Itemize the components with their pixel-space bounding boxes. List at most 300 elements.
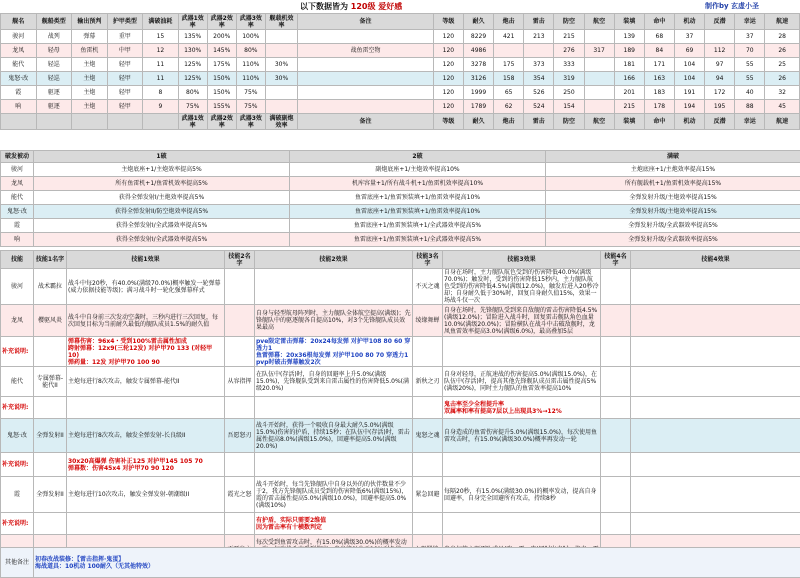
note-line: pve限定雷击弹幕：20x24每发弹 对护甲108 80 60 穿透力1 [256,337,411,352]
note-cell [443,453,601,477]
skill-4-name [601,419,631,453]
stats-cell: 主炮 [72,86,108,100]
skill-1-name: 全弹发射II [34,419,67,453]
stats-cell: 201 [614,86,644,100]
breakthrough-row [1,219,800,233]
stats-header-cell [107,114,143,130]
stats-header-cell [143,114,179,130]
stats-row [1,58,800,72]
breakthrough-cell: 全弹发射升级/主炮效率提高15% [546,191,800,205]
stats-header-cell: 炮击 [494,114,524,130]
breakthrough-row [1,205,800,219]
stats-cell [705,30,735,44]
skills-note-row [1,513,800,535]
stats-cell: 524 [524,100,554,114]
stats-cell: 110% [236,72,265,86]
note-row-label: 补充说明: [1,513,34,535]
skill-4-name [601,305,631,337]
stats-cell: 373 [524,58,554,72]
stats-header-cell: 炮击 [494,14,524,30]
skill-2-effect: 每次受到鱼雷攻击时，有15.0%(满级30.0%)的概率发动 [255,535,413,571]
skill-3-effect: 自身对轻母，正航速战的伤害提高5.0%(满级15.0%)，在队伍中(存活)时，提高其他先锋舰队成员雷击属性提高5%(满级20%)，同时主力舰队的鱼雷效率提高10% [443,367,601,397]
breakthrough-cell: 鬼怒·改 [1,205,34,219]
note-cell [413,513,443,535]
note-cell [601,397,631,419]
stats-cell: 120 [433,86,463,100]
stats-header-cell: 航空 [584,114,614,130]
note-cell [67,513,225,535]
note-cell [67,453,225,477]
skills-row [1,477,800,513]
stats-cell: 150% [207,86,236,100]
note-cell [34,513,67,535]
skill-ship-name: 骏河 [1,269,34,305]
footer-line-1: 初春改战装修：【雷击指挥·鬼蛋】 [35,555,125,563]
note-cell [34,337,67,367]
stats-cell: 104 [674,72,704,86]
stats-header-cell: 航速 [765,14,800,30]
note-cell [34,453,67,477]
stats-header-cell: 满破副炮效率 [265,114,297,130]
stats-cell: 183 [644,86,674,100]
footer-notes [34,548,800,578]
stats-header-cell: 命中 [644,14,674,30]
stats-cell: 主炮 [72,58,108,72]
skill-1-effect: 战斗中自身前三次发动空袭时，三秒内进行三次回复，每次回复目标为当前耐久最低的舰队成员1.5%的耐久值 [67,305,225,337]
stats-cell: 战列 [36,30,72,44]
skill-3-name: 新秋之刃 [413,367,443,397]
skill-4-effect [631,305,800,337]
skill-3-name: 不灭之魂 [413,269,443,305]
stats-cell: 120 [433,72,463,86]
skill-1-effect: 主炮每进行8次攻击，触发全弹发射-长良级II [67,419,225,453]
stats-header-cell: 幸运 [735,14,765,30]
stats-row [1,86,800,100]
stats-cell: 75% [236,86,265,100]
breakthrough-cell: 龙凤 [1,177,34,191]
stats-cell: 中甲 [107,44,143,58]
stats-header-cell: 机动 [674,114,704,130]
skill-2-effect [255,269,413,305]
stats-header-cell: 防空 [554,114,584,130]
breakthrough-header-cell: 破发被动 [1,151,34,163]
breakthrough-cell: 所有舰载机+1/鱼雷机效率提高15% [546,177,800,191]
skill-1-effect: 主炮每进行10次攻击，触发全弹发射-朝潮级II [67,477,225,513]
breakthrough-header-cell: 2破 [290,151,546,163]
skill-3-effect: 自身在场时，主力舰队航色受到的伤害降低40.0%(满级70.0%)；触发时，受到的伤害降低15秒内，主力舰队航色受到的伤害降低4.5%(满级12.0%)，触发后进入20秒冷却；自身耐久低于30%时，回复自身耐久值15%，效果一场战斗仅一次 [444,269,599,304]
stats-cell [524,44,554,58]
stats-cell: 75% [236,100,265,114]
note-line: 跨射弹幕：12x9(三轮12发) 对护甲70 133 (对轻甲10) [68,344,213,359]
stats-row [1,44,800,58]
stats-cell [584,58,614,72]
skill-3-effect: 自身造成的鱼雷伤害提升5.0%(满级15.0%)，每次使用鱼雷攻击时，有15.0%(满级30.0%)概率再发动一轮 [443,419,601,453]
stats-cell: 8 [143,86,179,100]
stats-cell: 55 [735,72,765,86]
note-cell [601,453,631,477]
note-cell [255,453,413,477]
note-line: 30x20高爆弹 伤害补正125 对护甲145 105 70 [68,457,203,465]
note-line: 鱼雷弹幕：20x36根每发弹 对护甲100 80 70 穿透力1 [256,351,409,359]
stats-cell: 80% [178,86,207,100]
note-cell [225,397,255,419]
stats-header-cell: 输出预判 [72,14,108,30]
breakthrough-cell: 主炮底座+1/主炮效率提高15% [546,163,800,177]
stats-cell: 158 [494,72,524,86]
stats-cell: 100% [236,30,265,44]
skills-header-cell: 技能4效果 [631,251,800,269]
breakthrough-cell: 获得全弹发射I/全武器效率提高5% [34,219,290,233]
skills-table [0,250,800,571]
stats-header-cell: 备注 [298,14,434,30]
breakthrough-cell: 鱼雷底座+1/鱼雷预装填+1/鱼雷效率提高10% [290,205,546,219]
breakthrough-row [1,177,800,191]
stats-cell: 94 [705,72,735,86]
note-cell [225,513,255,535]
stats-row [1,30,800,44]
skills-row [1,305,800,337]
note-cell [225,337,255,367]
skill-1-effect: 主炮每进行8次攻击，触发专属弹幕-能代II [67,367,225,397]
breakthrough-cell: 获得全弹发射I/全武器效率提高5% [34,233,290,247]
stats-row [1,72,800,86]
note-cell [413,397,443,419]
skill-2-effect: 自身与轻型航母阵列时，主力舰队全体航空提高(满级)；先锋舰队中的驱逐舰各自提高10%，对3个先锋舰队成员效果最高 [255,305,413,337]
stats-cell: 3126 [463,72,493,86]
note-cell [225,453,255,477]
note-row-label: 补充说明: [1,337,34,367]
stats-cell: 333 [554,58,584,72]
stats-cell [298,30,434,44]
stats-cell: 8229 [463,30,493,44]
stats-cell: 弹幕 [72,30,108,44]
skill-2-effect: 在队伍中(存活)时，自身的回避率上升5.0%(满级15.0%)，先锋舰队受到来自雷击属性的伤害降低5.0%(满级20.0%) [255,367,413,397]
skill-2-name [225,269,255,305]
breakthrough-row [1,233,800,247]
stats-cell: 130% [178,44,207,58]
note-line: 鬼击率至少全程提升率 [444,400,505,408]
footer-line-2: 海战道具：10机动 100耐久（无其他特效） [35,562,154,570]
stats-cell: 178 [644,100,674,114]
stats-cell: 鬼怒·改 [1,72,37,86]
note-line: 双属率和率有提高7层以上出现具3%→12% [444,407,562,415]
stats-header-cell: 雷击 [524,114,554,130]
skills-row [1,269,800,305]
stats-cell: 80% [236,44,265,58]
skill-3-name: 鬼怒之魂 [413,419,443,453]
breakthrough-row [1,163,800,177]
stats-header-row [1,14,800,30]
stats-header-cell: 武器1效率 [178,114,207,130]
stats-cell [265,44,297,58]
skill-4-name [601,477,631,513]
stats-cell: 163 [644,72,674,86]
stats-cell: 15 [143,30,179,44]
stats-cell: 鱼雷机 [72,44,108,58]
stats-cell: 3278 [463,58,493,72]
stats-cell: 45 [765,100,800,114]
stats-cell [298,86,434,100]
skills-note-row [1,397,800,419]
note-cell [67,397,225,419]
stats-cell: 65 [494,86,524,100]
skill-3-effect: 自身在场时，先锋舰队受到来自敌舰的雷击伤害降低4.5%(满级12.0%)；冒险进入战斗时，回复雷击舰队角色血量10.0%(满级20.0%)；冒险横队在战斗中击破敌舰时，龙凤鱼雷效率提高3.0%(满级6.0%)，最高叠加5层 [443,305,601,337]
stats-cell: 150% [207,72,236,86]
stats-header-cell: 反潜 [705,14,735,30]
stats-cell: 250 [554,86,584,100]
stats-header-cell: 武器2效率 [207,14,236,30]
stats-cell [265,30,297,44]
stats-header-cell: 等级 [433,14,463,30]
note-line: 弹药量：12发 对护甲70 100 90 [68,358,160,366]
stats-cell: 191 [674,86,704,100]
stats-cell: 317 [584,44,614,58]
note-line: 有护盾，实际只需要2维值 [256,516,327,524]
breakthrough-header-row [1,151,800,163]
stats-cell: 9 [143,100,179,114]
stats-cell: 154 [554,100,584,114]
skill-4-name [601,269,631,305]
stats-header-cell: 反潜 [705,114,735,130]
stats-header-cell: 雷击 [524,14,554,30]
author-credit: 制作by 玄虚小圣 [705,2,760,10]
footer-table [0,547,800,578]
stats-header-cell: 机动 [674,14,704,30]
breakthrough-header-cell: 1破 [34,151,290,163]
stats-cell: 26 [765,72,800,86]
skill-3-name: 绫缘舞蝉 [413,305,443,337]
stats-cell [298,100,434,114]
stats-cell: 195 [705,100,735,114]
stats-header-cell: 耐久 [463,114,493,130]
skills-header-cell: 技能1名字 [34,251,67,269]
stats-header-cell: 舰载机效率 [265,14,297,30]
stats-header-cell: 防空 [554,14,584,30]
breakthrough-cell: 获得全弹发射I/主炮效率提高5% [34,191,290,205]
skills-header-cell: 技能 [1,251,34,269]
stats-cell: 主炮 [72,100,108,114]
stats-header-cell: 武器1效率 [178,14,207,30]
stats-cell: 26 [765,44,800,58]
stats-cell: 145% [207,44,236,58]
skill-1-name: 全弹发射II [34,477,67,513]
skill-4-effect [631,477,800,513]
skill-2-name: 霞光之怒 [225,477,255,513]
stats-cell: 112 [705,44,735,58]
skill-2-name: 吾愿怒刃 [225,419,255,453]
skill-2-name [225,305,255,337]
skill-ship-name: 能代 [1,367,34,397]
stats-cell [584,72,614,86]
note-cell [443,397,601,419]
stats-cell: 轻甲 [107,58,143,72]
breakthrough-cell: 所有鱼雷机+1/鱼雷机效率提高5% [34,177,290,191]
stats-cell: 319 [554,72,584,86]
breakthrough-header-cell: 满破 [546,151,800,163]
stats-header-cell: 武器3效率 [236,14,265,30]
stats-cell: 421 [494,30,524,44]
stats-cell [494,44,524,58]
note-cell [443,513,601,535]
note-line: 弹幕数：伤害45x4 对护甲70 90 120 [68,464,174,472]
skill-4-effect [631,269,800,305]
note-cell [255,337,413,367]
stats-cell: 125% [178,72,207,86]
stats-row [1,100,800,114]
skill-2-effect: 战斗开始时，每当先锋舰队中自身以外的的伙伴数量不少于2，我方先锋舰队成员受到的伤害降低6%(满级15%)，霞的雷击属性提高5.0%(满级10.0%)，回避率提高5.0%(满级10%) [255,477,413,513]
page-title [300,1,402,12]
breakthrough-cell: 响 [1,233,34,247]
stats-cell: 1789 [463,100,493,114]
stats-cell: 276 [554,44,584,58]
stats-cell: 125% [178,58,207,72]
stats-repeat-header-row [1,114,800,130]
stats-cell: 62 [494,100,524,114]
stats-cell: 32 [765,86,800,100]
title-row [0,0,800,13]
stats-cell: 37 [735,30,765,44]
stats-cell [584,100,614,114]
stats-cell: 70 [735,44,765,58]
stats-cell: 189 [614,44,644,58]
stats-cell: 166 [614,72,644,86]
skill-4-name [601,367,631,397]
stats-cell: 110% [236,58,265,72]
stats-cell: 69 [674,44,704,58]
stats-cell: 响 [1,100,37,114]
title-prefix: 以下数据皆为 [300,2,348,11]
skills-header-cell: 技能3效果 [443,251,601,269]
stats-cell: 驱逐 [36,86,72,100]
skill-1-name: 战术霸拉 [34,269,67,305]
stats-cell: 55 [735,58,765,72]
stats-header-cell: 护甲类型 [107,14,143,30]
skills-header-cell: 技能4名字 [601,251,631,269]
note-cell [631,397,800,419]
stats-cell: 骏河 [1,30,37,44]
breakthrough-cell: 副炮底座+1/主炮效率提高10% [290,163,546,177]
breakthrough-cell: 主炮底座+1/主炮效率提高5% [34,163,290,177]
stats-header-cell [72,114,108,130]
stats-header-cell: 命中 [644,114,674,130]
stats-cell: 213 [524,30,554,44]
stats-cell: 轻母 [36,44,72,58]
stats-cell: 4986 [463,44,493,58]
stats-cell: 104 [674,58,704,72]
breakthrough-cell: 霞 [1,219,34,233]
skill-4-effect [631,367,800,397]
stats-cell: 354 [524,72,554,86]
skill-2-effect: 战斗开始时，获得一个吸收自身最大耐久5.0%(满级15.0%)伤害的护盾，持续15秒；在队伍中(存活)时，雷击属性提高8.0%(满级15.0%)，回避率提高5.0%(满级20.0%) [255,419,413,453]
stats-cell: 139 [614,30,644,44]
stats-cell [298,72,434,86]
stats-header-cell: 舰名 [1,14,37,30]
stats-cell: 135% [178,30,207,44]
note-cell [631,513,800,535]
skills-header-cell: 技能2名字 [225,251,255,269]
stats-cell: 25 [765,58,800,72]
skills-row [1,419,800,453]
title-highlight: 120级 爱好感 [350,2,403,11]
breakthrough-cell: 鱼雷底座+1/鱼雷预装填+1/全武器效率提高5% [290,219,546,233]
note-cell [255,397,413,419]
note-cell [413,453,443,477]
skills-header-cell: 技能2效果 [255,251,413,269]
skill-3-effect: 每隔20秒，有15.0%(满级30.0%)的概率发动，提高自身回避率，自身完全回避所有攻击，持续8秒 [443,477,601,513]
stats-cell: 194 [674,100,704,114]
stats-cell: 175% [207,58,236,72]
breakthrough-cell: 全弹发射升级/主炮效率提高15% [546,205,800,219]
skill-ship-name: 霞 [1,477,34,513]
stats-cell: 215 [554,30,584,44]
note-cell [601,513,631,535]
stats-cell: 轻甲 [107,86,143,100]
breakthrough-row [1,191,800,205]
stats-cell: 526 [524,86,554,100]
skill-1-effect: 战斗中每20秒，有40.0%(满级70.0%)概率触发一轮弹幕(威力依据技能等级)；满习战斗时一轮化强弹幕样式 [67,269,225,305]
skill-1-name: 专属弹幕-能代II [34,367,67,397]
stats-cell: 28 [765,30,800,44]
stats-cell: 120 [433,58,463,72]
stats-cell: 200% [207,30,236,44]
stats-cell: 88 [735,100,765,114]
stats-header-cell [36,114,72,130]
stats-header-cell: 舰船类型 [36,14,72,30]
stats-table [0,13,800,130]
stats-cell: 181 [614,58,644,72]
breakthrough-cell: 能代 [1,191,34,205]
stats-cell [584,30,614,44]
stats-cell: 1999 [463,86,493,100]
stats-header-cell: 航空 [584,14,614,30]
stats-cell: 120 [433,100,463,114]
stats-cell: 172 [705,86,735,100]
breakthrough-table [0,150,800,247]
stats-cell: 40 [735,86,765,100]
stats-cell: 37 [674,30,704,44]
stats-cell [265,86,297,100]
breakthrough-cell: 全弹发射升级/全武器效率提高5% [546,219,800,233]
stats-header-cell: 装填 [614,114,644,130]
note-line: pvp时破击弹幕触发2次 [256,358,321,366]
stats-header-cell: 等级 [433,114,463,130]
stats-header-cell: 满破油耗 [143,14,179,30]
stats-cell: 战鱼雷空物 [298,44,434,58]
stats-cell: 120 [433,30,463,44]
note-line: 因为雷击率有十横数判定 [256,523,323,531]
skills-row [1,367,800,397]
stats-cell [265,100,297,114]
note-cell [443,337,601,367]
stats-cell: 重甲 [107,30,143,44]
stats-cell: 龙凤 [1,44,37,58]
footer-label: 其他备注 [1,548,34,578]
note-cell [255,513,413,535]
stats-cell [584,86,614,100]
stats-header-cell: 武器2效率 [207,114,236,130]
stats-cell: 能代 [1,58,37,72]
stats-cell: 11 [143,58,179,72]
stats-cell: 轻甲 [107,100,143,114]
stats-cell: 84 [644,44,674,58]
note-row-label: 补充说明: [1,397,34,419]
skill-3-name: 紧急回避 [413,477,443,513]
stats-header-cell: 航速 [765,114,800,130]
stats-cell: 30% [265,72,297,86]
stats-cell: 轻巡 [36,58,72,72]
note-cell [601,337,631,367]
stats-cell: 轻甲 [107,72,143,86]
